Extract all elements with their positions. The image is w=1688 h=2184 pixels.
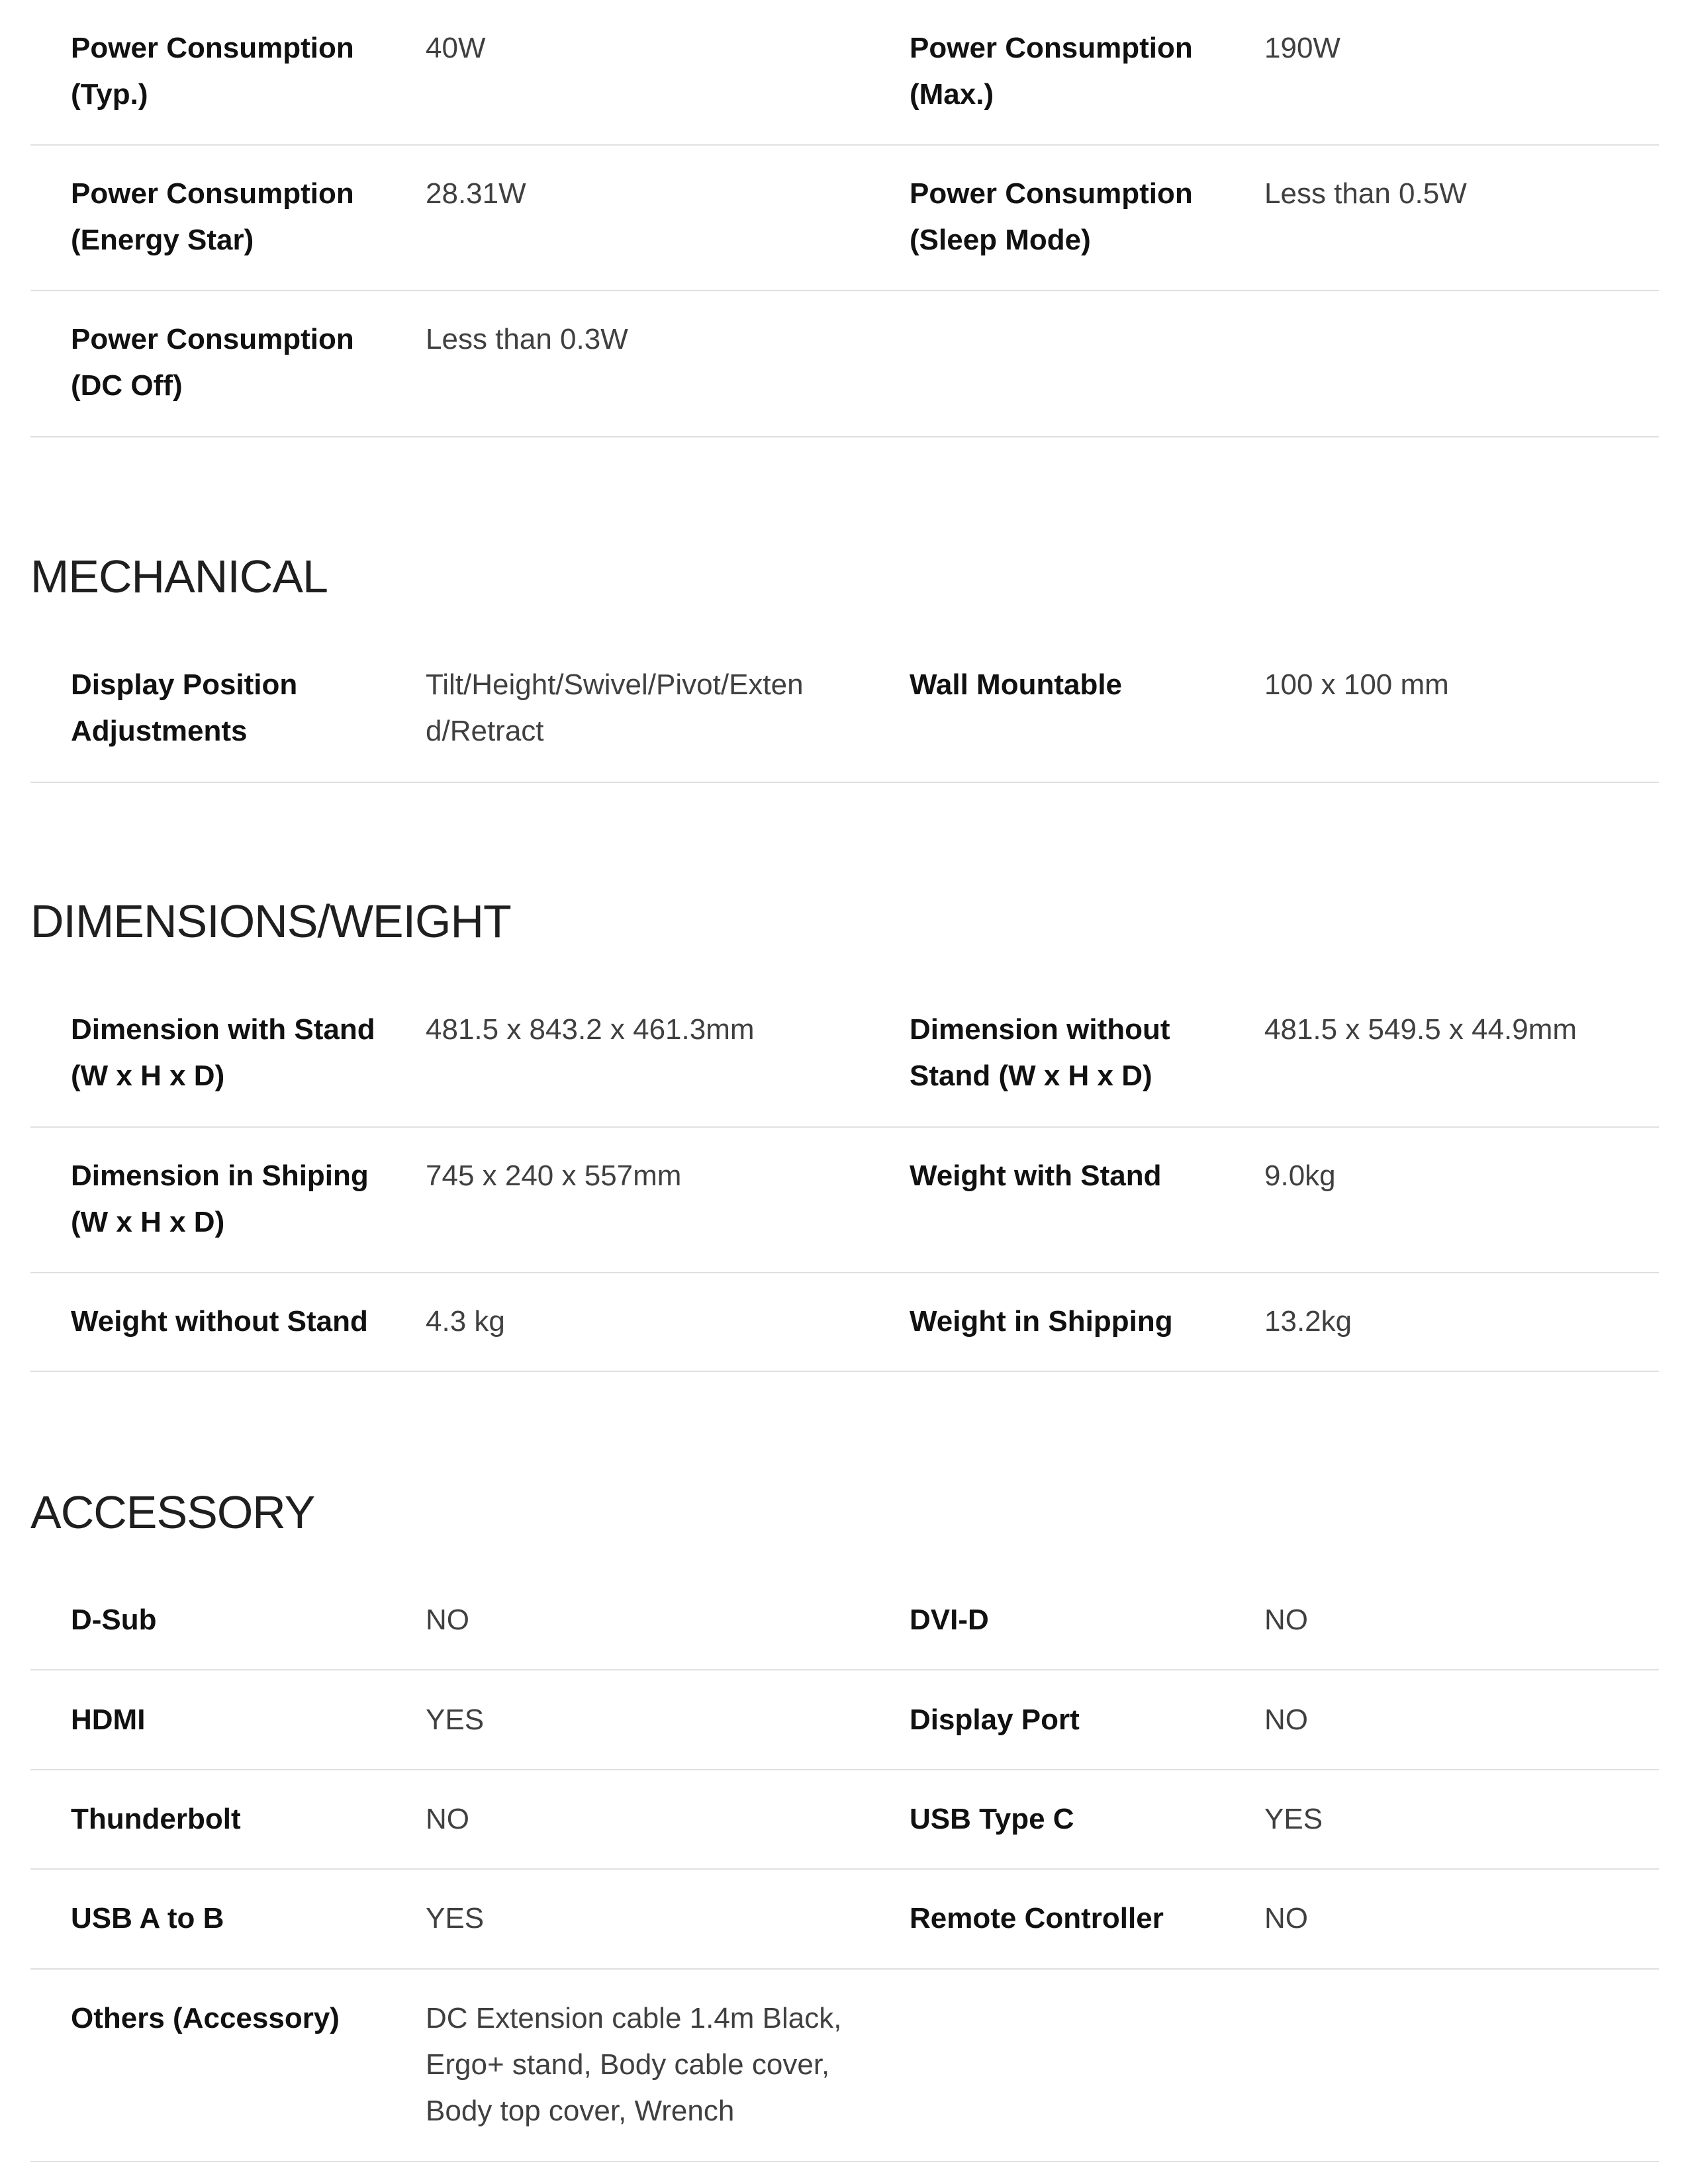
spec-value — [1264, 1597, 1308, 1643]
section-title-accessory: ACCESSORY — [30, 1486, 315, 1538]
spec-label-line: Remote Controller — [910, 1902, 1164, 1934]
spec-value-line: 481.5 x 549.5 x 44.9mm — [1264, 1013, 1577, 1046]
row-divider — [30, 1371, 1659, 1372]
spec-value — [426, 1597, 469, 1643]
spec-label-line: Others (Accessory) — [71, 2002, 340, 2034]
row-divider — [30, 1968, 1659, 1970]
spec-value-line: NO — [1264, 1704, 1308, 1736]
spec-label-line: Display Port — [910, 1704, 1080, 1736]
spec-value — [1264, 1895, 1308, 1942]
row-divider — [30, 1669, 1659, 1670]
spec-label — [910, 1895, 1164, 1942]
spec-label-line: USB A to B — [71, 1902, 224, 1934]
spec-value-line: 100 x 100 mm — [1264, 668, 1449, 701]
spec-value — [1264, 171, 1467, 217]
spec-label-line: USB Type C — [910, 1803, 1074, 1835]
spec-label — [910, 1007, 1170, 1099]
spec-label — [910, 1796, 1074, 1843]
spec-label — [71, 25, 354, 118]
row-divider — [30, 782, 1659, 783]
spec-value — [426, 316, 628, 363]
spec-label-line: Dimension in Shiping — [71, 1160, 369, 1192]
spec-label-line: D-Sub — [71, 1604, 157, 1636]
spec-label-line: (W x H x D) — [71, 1060, 225, 1092]
spec-label — [910, 1697, 1080, 1743]
spec-value-line: 190W — [1264, 32, 1340, 64]
spec-label-line: Adjustments — [71, 715, 248, 747]
spec-label — [71, 1796, 241, 1843]
spec-value — [426, 1153, 681, 1199]
row-divider — [30, 1126, 1659, 1128]
spec-value — [426, 1298, 505, 1345]
spec-value-line: 40W — [426, 32, 486, 64]
spec-label-line: (DC Off) — [71, 369, 183, 402]
spec-label-line: Wall Mountable — [910, 668, 1123, 701]
spec-label-line: Power Consumption — [910, 177, 1193, 210]
spec-value-line: Body top cover, Wrench — [426, 2095, 735, 2127]
spec-label-line: (Energy Star) — [71, 224, 254, 256]
spec-value — [426, 1895, 484, 1942]
row-divider — [30, 436, 1659, 437]
spec-value-line: Less than 0.5W — [1264, 177, 1467, 210]
spec-value — [1264, 1298, 1352, 1345]
spec-value — [1264, 1007, 1577, 1053]
spec-value-line: 13.2kg — [1264, 1305, 1352, 1338]
spec-value-line: 4.3 kg — [426, 1305, 505, 1338]
spec-label — [910, 1298, 1173, 1345]
spec-label — [71, 1597, 157, 1643]
spec-value-line: Ergo+ stand, Body cable cover, — [426, 2048, 830, 2081]
spec-value-line: Less than 0.3W — [426, 323, 628, 355]
spec-value-line: YES — [1264, 1803, 1323, 1835]
spec-label — [910, 171, 1193, 263]
spec-label — [910, 662, 1122, 708]
spec-value — [426, 662, 804, 754]
spec-value-line: d/Retract — [426, 715, 544, 747]
section-title-dimensions-weight: DIMENSIONS/WEIGHT — [30, 895, 511, 947]
spec-label — [71, 1697, 145, 1743]
spec-value-line: NO — [426, 1803, 469, 1835]
spec-value — [426, 25, 485, 71]
spec-label — [71, 316, 354, 409]
section-title-mechanical: MECHANICAL — [30, 551, 328, 602]
spec-value — [426, 1697, 484, 1743]
spec-label-line: Weight without Stand — [71, 1305, 368, 1338]
spec-label — [71, 1995, 340, 2042]
spec-value-line: NO — [1264, 1604, 1308, 1636]
spec-label-line: DVI-D — [910, 1604, 989, 1636]
spec-value-line: YES — [426, 1704, 485, 1736]
spec-label-line: (Max.) — [910, 78, 994, 111]
spec-label-line: Display Position — [71, 668, 298, 701]
row-divider — [30, 2161, 1659, 2162]
spec-label — [71, 1895, 224, 1942]
spec-label-line: Power Consumption — [71, 32, 354, 64]
spec-label-line: Weight with Stand — [910, 1160, 1162, 1192]
spec-label — [71, 1298, 368, 1345]
spec-value-line: 745 x 240 x 557mm — [426, 1160, 682, 1192]
spec-label-line: Power Consumption — [71, 177, 354, 210]
spec-value — [426, 171, 526, 217]
row-divider — [30, 290, 1659, 291]
spec-value — [1264, 1796, 1323, 1843]
spec-value-line: 28.31W — [426, 177, 526, 210]
spec-label-line: Power Consumption — [71, 323, 354, 355]
spec-label-line: (Sleep Mode) — [910, 224, 1091, 256]
spec-label-line: Thunderbolt — [71, 1803, 241, 1835]
row-divider — [30, 1769, 1659, 1770]
spec-value-line: 481.5 x 843.2 x 461.3mm — [426, 1013, 755, 1046]
row-divider — [30, 1272, 1659, 1273]
spec-value-line: Tilt/Height/Swivel/Pivot/Exten — [426, 668, 804, 701]
spec-label-line: HDMI — [71, 1704, 146, 1736]
spec-label-line: (W x H x D) — [71, 1206, 225, 1238]
spec-label — [910, 1597, 989, 1643]
spec-value — [426, 1007, 755, 1053]
spec-label-line: Power Consumption — [910, 32, 1193, 64]
spec-value — [1264, 1153, 1336, 1199]
spec-label — [71, 1007, 375, 1099]
spec-label — [910, 25, 1193, 118]
spec-value-line: NO — [1264, 1902, 1308, 1934]
spec-label-line: Dimension with Stand — [71, 1013, 375, 1046]
spec-label — [71, 171, 354, 263]
spec-value-line: DC Extension cable 1.4m Black, — [426, 2002, 842, 2034]
spec-label-line: Dimension without — [910, 1013, 1170, 1046]
spec-value-line: 9.0kg — [1264, 1160, 1336, 1192]
spec-value — [426, 1796, 469, 1843]
spec-value-line: YES — [426, 1902, 485, 1934]
spec-value — [426, 1995, 842, 2134]
spec-label — [71, 662, 297, 754]
spec-value — [1264, 1697, 1308, 1743]
spec-label-line: (Typ.) — [71, 78, 148, 111]
spec-value — [1264, 25, 1340, 71]
spec-value-line: NO — [426, 1604, 469, 1636]
spec-value — [1264, 662, 1449, 708]
row-divider — [30, 1868, 1659, 1870]
spec-label — [71, 1153, 369, 1246]
spec-label-line: Weight in Shipping — [910, 1305, 1173, 1338]
spec-label-line: Stand (W x H x D) — [910, 1060, 1152, 1092]
spec-label — [910, 1153, 1162, 1199]
row-divider — [30, 144, 1659, 146]
